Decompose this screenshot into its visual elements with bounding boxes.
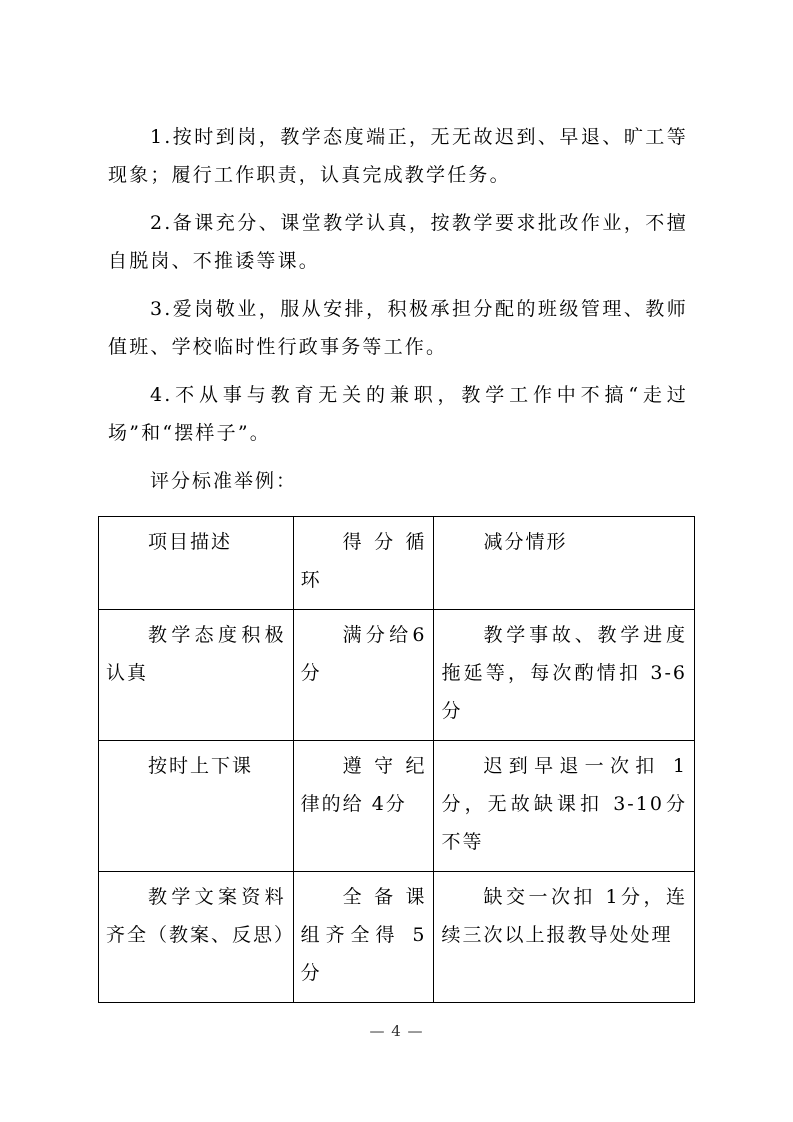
scoring-table	[98, 516, 695, 1003]
paragraph-1: 1.按时到岗，教学态度端正，无无故迟到、早退、旷工等现象；履行工作职责，认真完成教学任务。	[108, 126, 688, 186]
table-row	[99, 872, 695, 1003]
table-cell: 教学事故、教学进度拖延等，每次酌情扣 3-6分	[434, 610, 695, 741]
table-row	[99, 741, 695, 872]
table-cell: 遵守纪律的给 4分	[293, 741, 434, 872]
paragraph-2: 2.备课充分、课堂教学认真，按教学要求批改作业，不擅自脱岗、不推诿等课。	[108, 212, 688, 272]
table-cell: 按时上下课	[99, 741, 294, 872]
table-cell: 缺交一次扣 1分，连续三次以上报教导处处理	[434, 872, 695, 1003]
page-number: — 4 —	[369, 1022, 424, 1040]
paragraph-3: 3.爱岗敬业，服从安排，积极承担分配的班级管理、教师值班、学校临时性行政事务等工作。	[108, 298, 688, 358]
example-label: 评分标准举例：	[150, 470, 298, 492]
table-cell: 教学文案资料齐全（教案、反思）	[99, 872, 294, 1003]
table-row	[99, 610, 695, 741]
table-cell: 满分给6分	[293, 610, 434, 741]
header-deduction: 减分情形	[434, 517, 695, 610]
paragraph-4: 4.不从事与教育无关的兼职，教学工作中不搞“走过场”和“摆样子”。	[108, 384, 688, 444]
table-cell: 教学态度积极认真	[99, 610, 294, 741]
header-item-description: 项目描述	[99, 517, 294, 610]
table-cell: 迟到早退一次扣 1分，无故缺课扣 3-10分不等	[434, 741, 695, 872]
table-header-row	[99, 517, 695, 610]
header-score: 得分循环	[293, 517, 434, 610]
table-cell: 全备课组齐全得 5分	[293, 872, 434, 1003]
document-body	[108, 118, 688, 506]
